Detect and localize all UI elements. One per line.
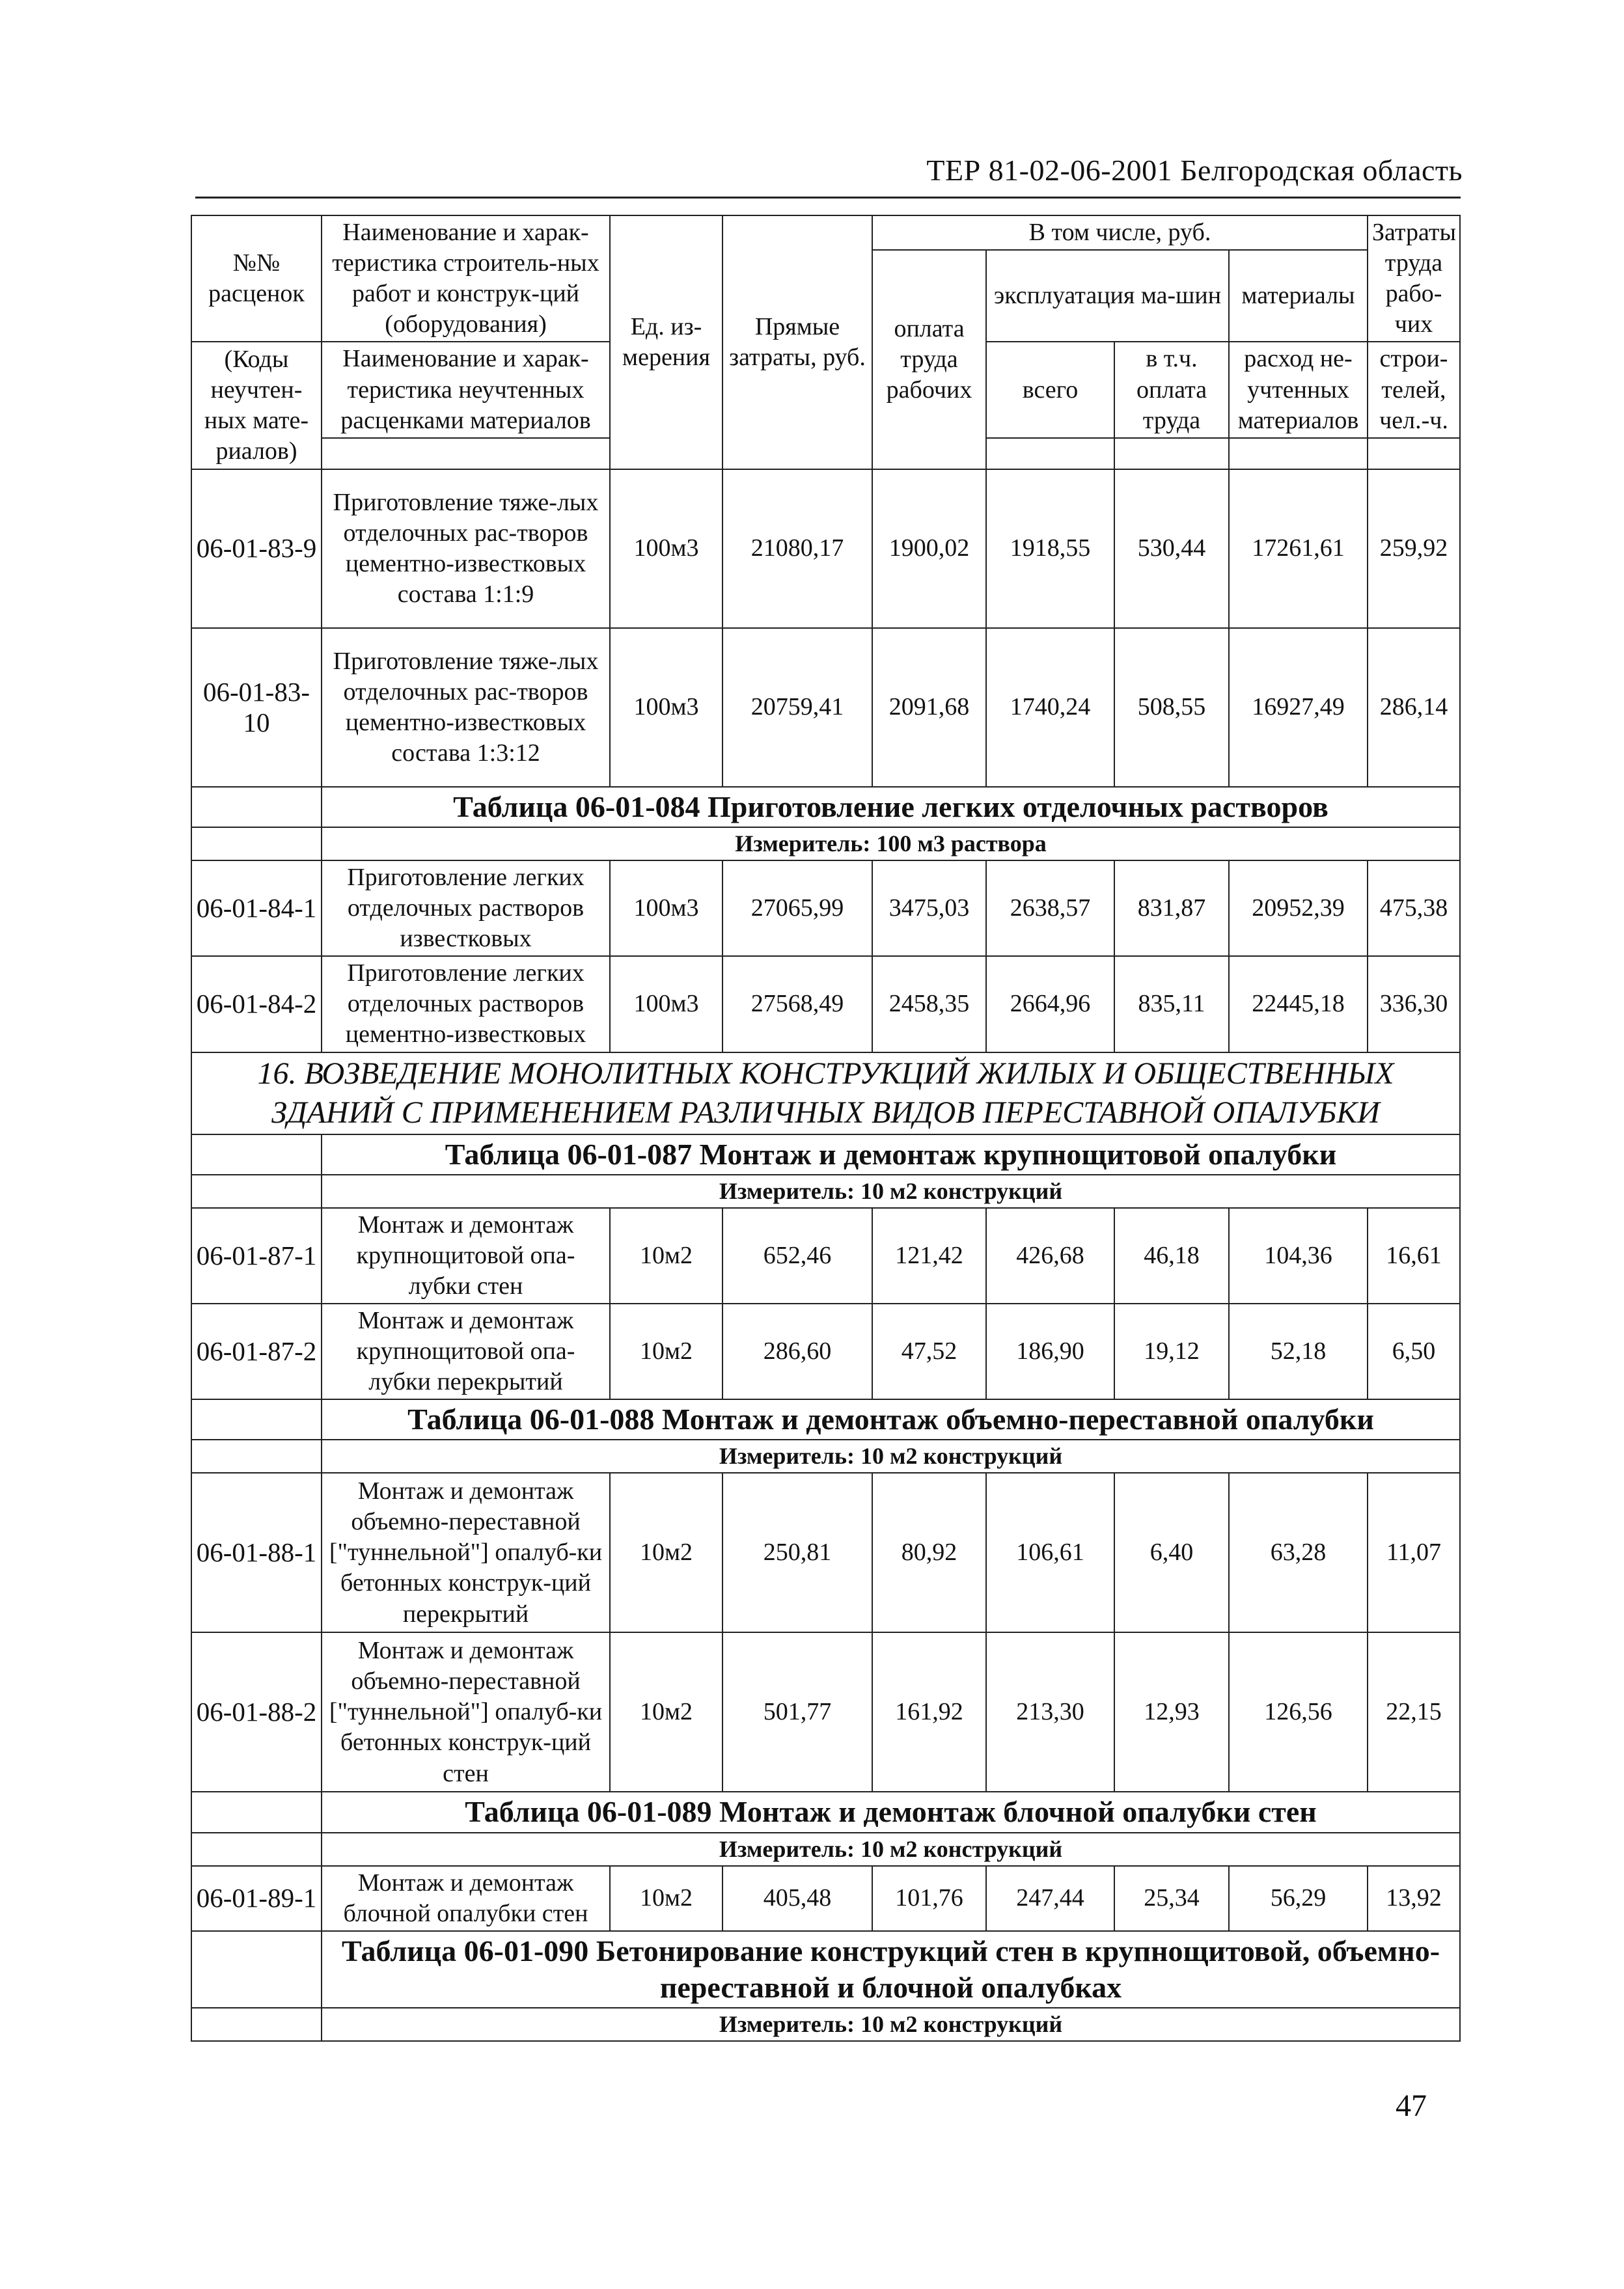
rate-name-cell: Монтаж и демонтаж блочной опалубки стен: [322, 1866, 610, 1931]
page-number: 47: [1396, 2089, 1427, 2123]
machines-total-cell: 426,68: [986, 1208, 1114, 1304]
machines-pay-cell: 19,12: [1114, 1304, 1229, 1399]
rate-unit-cell: 100м3: [610, 860, 723, 956]
col-name-header: Наименование и харак-теристика строитель-ных работ и конструк-ций (оборудования): [322, 215, 610, 342]
machines-total-cell: 1740,24: [986, 628, 1114, 787]
table-header: [191, 215, 1460, 469]
rate-name-cell: Монтаж и демонтаж крупнощитовой опа-лубки стен: [322, 1208, 610, 1304]
col-machpay-header: в т.ч. оплата труда: [1114, 342, 1229, 437]
labor-pay-cell: 2458,35: [872, 956, 986, 1052]
empty-cell: [191, 2008, 322, 2041]
empty-cell: [1368, 438, 1460, 469]
col-labor2-header: строи-телей, чел.-ч.: [1368, 342, 1460, 437]
labor-pay-cell: 121,42: [872, 1208, 986, 1304]
labor-hours-cell: 22,15: [1368, 1632, 1460, 1792]
col-machtotal-header: всего: [986, 342, 1114, 437]
empty-cell: [191, 1399, 322, 1440]
rate-name-cell: Приготовление легких отделочных растворов известковых: [322, 860, 610, 956]
empty-cell: [191, 1833, 322, 1866]
labor-pay-cell: 1900,02: [872, 469, 986, 628]
rate-unit-cell: 10м2: [610, 1473, 723, 1632]
rate-code-cell: 06-01-83-10: [191, 628, 322, 787]
materials-cell: 16927,49: [1229, 628, 1368, 787]
machines-total-cell: 2638,57: [986, 860, 1114, 956]
rate-code-cell: 06-01-87-1: [191, 1208, 322, 1304]
direct-cost-cell: 20759,41: [723, 628, 872, 787]
table-row: [191, 956, 1460, 1052]
table-row: [191, 1473, 1460, 1632]
table-row: [191, 628, 1460, 787]
materials-cell: 22445,18: [1229, 956, 1368, 1052]
rate-unit-cell: 100м3: [610, 469, 723, 628]
table-087: [191, 1134, 1460, 1208]
rate-unit-cell: 100м3: [610, 956, 723, 1052]
labor-hours-cell: 286,14: [1368, 628, 1460, 787]
labor-pay-cell: 80,92: [872, 1473, 986, 1632]
labor-pay-cell: 101,76: [872, 1866, 986, 1931]
table-089-title: Таблица 06-01-089 Монтаж и демонтаж блочной опалубки стен: [322, 1792, 1460, 1832]
col-materials-header: материалы: [1229, 250, 1368, 342]
chapter-title-line2: ЗДАНИЙ С ПРИМЕНЕНИЕМ РАЗЛИЧНЫХ ВИДОВ ПЕРЕСТАВНОЙ ОПАЛУБКИ: [271, 1095, 1380, 1130]
rate-name-cell: Приготовление тяже-лых отделочных рас-творов цементно-известковых состава 1:3:12: [322, 628, 610, 787]
machines-total-cell: 106,61: [986, 1473, 1114, 1632]
rate-unit-cell: 10м2: [610, 1632, 723, 1792]
labor-hours-cell: 16,61: [1368, 1208, 1460, 1304]
rate-code-cell: 06-01-84-1: [191, 860, 322, 956]
chapter-title-line1: 16. ВОЗВЕДЕНИЕ МОНОЛИТНЫХ КОНСТРУКЦИЙ ЖИЛЫХ И ОБЩЕСТВЕННЫХ: [257, 1056, 1394, 1091]
empty-cell: [1229, 438, 1368, 469]
materials-cell: 126,56: [1229, 1632, 1368, 1792]
materials-cell: 56,29: [1229, 1866, 1368, 1931]
machines-pay-cell: 831,87: [1114, 860, 1229, 956]
materials-cell: 52,18: [1229, 1304, 1368, 1399]
rate-code-cell: 06-01-88-1: [191, 1473, 322, 1632]
table-087-title: Таблица 06-01-087 Монтаж и демонтаж крупнощитовой опалубки: [322, 1134, 1460, 1175]
table-084: [191, 787, 1460, 860]
col-machines-header: эксплуатация ма-шин: [986, 250, 1229, 342]
labor-hours-cell: 336,30: [1368, 956, 1460, 1052]
rate-code-cell: 06-01-84-2: [191, 956, 322, 1052]
document-header: ТЕР 81-02-06-2001 Белгородская область: [926, 154, 1463, 187]
table-088-title: Таблица 06-01-088 Монтаж и демонтаж объемно-переставной опалубки: [322, 1399, 1460, 1440]
table-088-meter: Измеритель: 10 м2 конструкций: [322, 1440, 1460, 1473]
machines-pay-cell: 835,11: [1114, 956, 1229, 1052]
direct-cost-cell: 652,46: [723, 1208, 872, 1304]
col-incl-header: В том числе, руб.: [872, 215, 1368, 250]
rate-name-cell: Монтаж и демонтаж объемно-переставной ["туннельной"] опалуб-ки бетонных конструк-ций перекрытий: [322, 1473, 610, 1632]
machines-pay-cell: 508,55: [1114, 628, 1229, 787]
rate-unit-cell: 100м3: [610, 628, 723, 787]
direct-cost-cell: 250,81: [723, 1473, 872, 1632]
direct-cost-cell: 501,77: [723, 1632, 872, 1792]
table-090: [191, 1931, 1460, 2041]
rate-code-cell: 06-01-88-2: [191, 1632, 322, 1792]
direct-cost-cell: 405,48: [723, 1866, 872, 1931]
labor-hours-cell: 13,92: [1368, 1866, 1460, 1931]
table-089-meter: Измеритель: 10 м2 конструкций: [322, 1833, 1460, 1866]
machines-pay-cell: 12,93: [1114, 1632, 1229, 1792]
empty-cell: [191, 1134, 322, 1175]
direct-cost-cell: 286,60: [723, 1304, 872, 1399]
rate-code-cell: 06-01-89-1: [191, 1866, 322, 1931]
empty-cell: [191, 827, 322, 860]
empty-cell: [191, 1931, 322, 2008]
labor-hours-cell: 259,92: [1368, 469, 1460, 628]
materials-cell: 17261,61: [1229, 469, 1368, 628]
machines-total-cell: 2664,96: [986, 956, 1114, 1052]
rate-unit-cell: 10м2: [610, 1208, 723, 1304]
rows-group-087: [191, 1208, 1460, 1400]
labor-pay-cell: 47,52: [872, 1304, 986, 1399]
chapter-title: [191, 1052, 1460, 1134]
rate-unit-cell: 10м2: [610, 1304, 723, 1399]
direct-cost-cell: 27568,49: [723, 956, 872, 1052]
rate-name-cell: Приготовление тяже-лых отделочных рас-творов цементно-известковых состава 1:1:9: [322, 469, 610, 628]
rate-name-cell: Приготовление легких отделочных растворов цементно-известковых: [322, 956, 610, 1052]
table-090-title: Таблица 06-01-090 Бетонирование конструкций стен в крупнощитовой, объемно-переставной и блочной опалубках: [322, 1931, 1460, 2008]
empty-cell: [986, 438, 1114, 469]
col-code2-header: (Коды неучтен-ных мате-риалов): [191, 342, 322, 469]
materials-cell: 104,36: [1229, 1208, 1368, 1304]
materials-cell: 20952,39: [1229, 860, 1368, 956]
empty-cell: [322, 438, 610, 469]
rate-name-cell: Монтаж и демонтаж объемно-переставной ["туннельной"] опалуб-ки бетонных конструк-ций стен: [322, 1632, 610, 1792]
machines-pay-cell: 46,18: [1114, 1208, 1229, 1304]
labor-pay-cell: 161,92: [872, 1632, 986, 1792]
table-row: [191, 1866, 1460, 1931]
direct-cost-cell: 21080,17: [723, 469, 872, 628]
materials-cell: 63,28: [1229, 1473, 1368, 1632]
table-087-meter: Измеритель: 10 м2 конструкций: [322, 1175, 1460, 1208]
empty-cell: [191, 1440, 322, 1473]
table-row: [191, 1632, 1460, 1792]
machines-total-cell: 213,30: [986, 1632, 1114, 1792]
machines-pay-cell: 25,34: [1114, 1866, 1229, 1931]
labor-pay-cell: 3475,03: [872, 860, 986, 956]
table-row: [191, 860, 1460, 956]
table-084-title: Таблица 06-01-084 Приготовление легких отделочных растворов: [322, 787, 1460, 827]
labor-hours-cell: 475,38: [1368, 860, 1460, 956]
col-name2-header: Наименование и харак-теристика неучтенных расценками материалов: [322, 342, 610, 437]
machines-total-cell: 1918,55: [986, 469, 1114, 628]
labor-hours-cell: 11,07: [1368, 1473, 1460, 1632]
col-code-header: №№ расценок: [191, 215, 322, 342]
direct-cost-cell: 27065,99: [723, 860, 872, 956]
rates-table: [191, 215, 1461, 2042]
labor-hours-cell: 6,50: [1368, 1304, 1460, 1399]
table-row: [191, 1304, 1460, 1399]
machines-pay-cell: 530,44: [1114, 469, 1229, 628]
table-088: [191, 1399, 1460, 1473]
machines-total-cell: 186,90: [986, 1304, 1114, 1399]
rows-group-088: [191, 1473, 1460, 1792]
rows-group-089: [191, 1866, 1460, 1931]
empty-cell: [191, 787, 322, 827]
rate-code-cell: 06-01-87-2: [191, 1304, 322, 1399]
machines-total-cell: 247,44: [986, 1866, 1114, 1931]
table-089: [191, 1792, 1460, 1865]
empty-cell: [191, 1792, 322, 1832]
col-labor-header: Затраты труда рабо-чих: [1368, 215, 1460, 342]
labor-pay-cell: 2091,68: [872, 628, 986, 787]
table-084-meter: Измеритель: 100 м3 раствора: [322, 827, 1460, 860]
empty-cell: [191, 1175, 322, 1208]
col-direct-header: Прямые затраты, руб.: [723, 215, 872, 469]
rows-group-084: [191, 860, 1460, 1052]
header-rule: [195, 197, 1461, 199]
machines-pay-cell: 6,40: [1114, 1473, 1229, 1632]
col-laborpay-header: оплата труда рабочих: [872, 250, 986, 469]
rate-unit-cell: 10м2: [610, 1866, 723, 1931]
col-matunacc-header: расход не-учтенных материалов: [1229, 342, 1368, 437]
table-row: [191, 1208, 1460, 1304]
chapter-heading: [191, 1052, 1460, 1134]
table-row: [191, 469, 1460, 628]
col-unit-header: Ед. из-мерения: [610, 215, 723, 469]
rows-group-a: [191, 469, 1460, 787]
rate-code-cell: 06-01-83-9: [191, 469, 322, 628]
table-090-meter: Измеритель: 10 м2 конструкций: [322, 2008, 1460, 2041]
empty-cell: [1114, 438, 1229, 469]
rate-name-cell: Монтаж и демонтаж крупнощитовой опа-лубки перекрытий: [322, 1304, 610, 1399]
